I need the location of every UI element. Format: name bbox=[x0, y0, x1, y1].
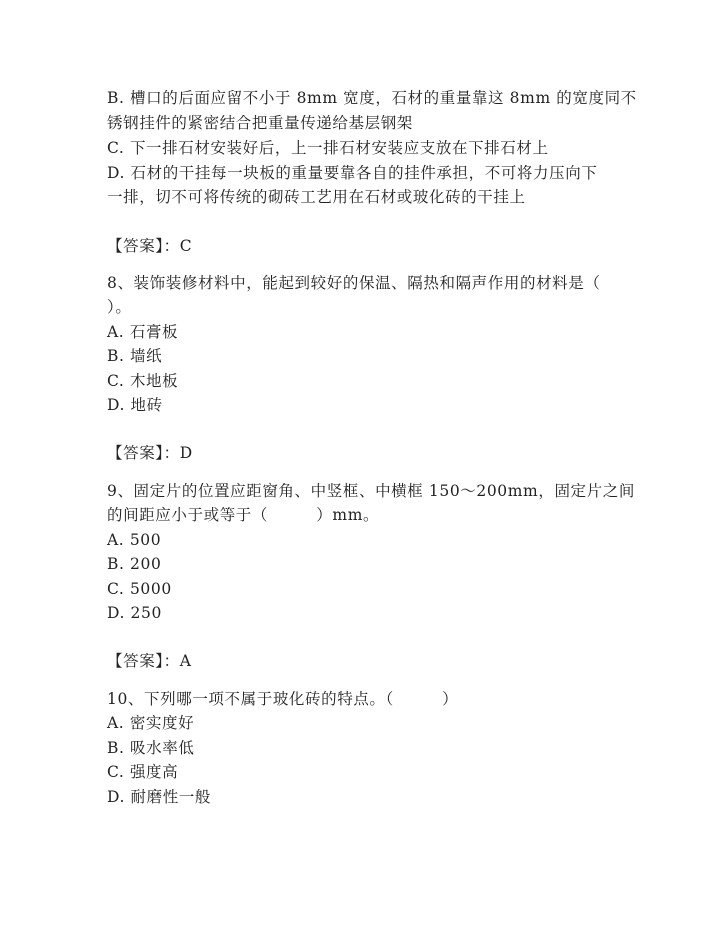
q8-option-a: A. 石膏板 bbox=[107, 323, 179, 341]
q8-option-b: B. 墙纸 bbox=[107, 347, 163, 365]
q7-answer: 【答案】：C bbox=[107, 237, 193, 255]
q10-option-a: A. 密实度好 bbox=[107, 714, 195, 732]
q8-option-c: C. 木地板 bbox=[107, 372, 179, 390]
q8-question-line1: 8、装饰装修材料中，能起到较好的保温、隔热和隔声作用的材料是（ bbox=[107, 274, 601, 292]
q9-option-d: D. 250 bbox=[107, 604, 162, 622]
q9-option-a: A. 500 bbox=[107, 531, 162, 549]
q7-option-c: C. 下一排石材安装好后，上一排石材安装应支放在下排石材上 bbox=[107, 139, 549, 157]
q7-option-b-line2: 锈钢挂件的紧密结合把重量传递给基层钢架 bbox=[107, 114, 413, 132]
q8-answer: 【答案】：D bbox=[107, 444, 193, 462]
q7-option-d-line1: D. 石材的干挂每一块板的重量要靠各自的挂件承担，不可将力压向下 bbox=[107, 164, 598, 182]
q10-option-d: D. 耐磨性一般 bbox=[107, 788, 212, 806]
q10-option-c: C. 强度高 bbox=[107, 763, 179, 781]
q9-question-line1: 9、固定片的位置应距窗角、中竖框、中横框 150～200mm，固定片之间 bbox=[107, 482, 635, 500]
q8-option-d: D. 地砖 bbox=[107, 396, 163, 414]
q9-option-b: B. 200 bbox=[107, 555, 162, 573]
q7-option-d-line2: 一排，切不可将传统的砌砖工艺用在石材或玻化砖的干挂上 bbox=[107, 188, 526, 206]
q9-question-line2: 的间距应小于或等于（ ）mm。 bbox=[107, 506, 380, 524]
q9-answer: 【答案】：A bbox=[107, 652, 192, 670]
q10-option-b: B. 吸水率低 bbox=[107, 739, 195, 757]
q9-option-c: C. 5000 bbox=[107, 580, 172, 598]
q8-question-line2: ）。 bbox=[107, 298, 132, 316]
q10-question: 10、下列哪一项不属于玻化砖的特点。（ ） bbox=[107, 690, 459, 708]
q7-option-b-line1: B. 槽口的后面应留不小于 8mm 宽度，石材的重量靠这 8mm 的宽度同不 bbox=[107, 89, 637, 107]
